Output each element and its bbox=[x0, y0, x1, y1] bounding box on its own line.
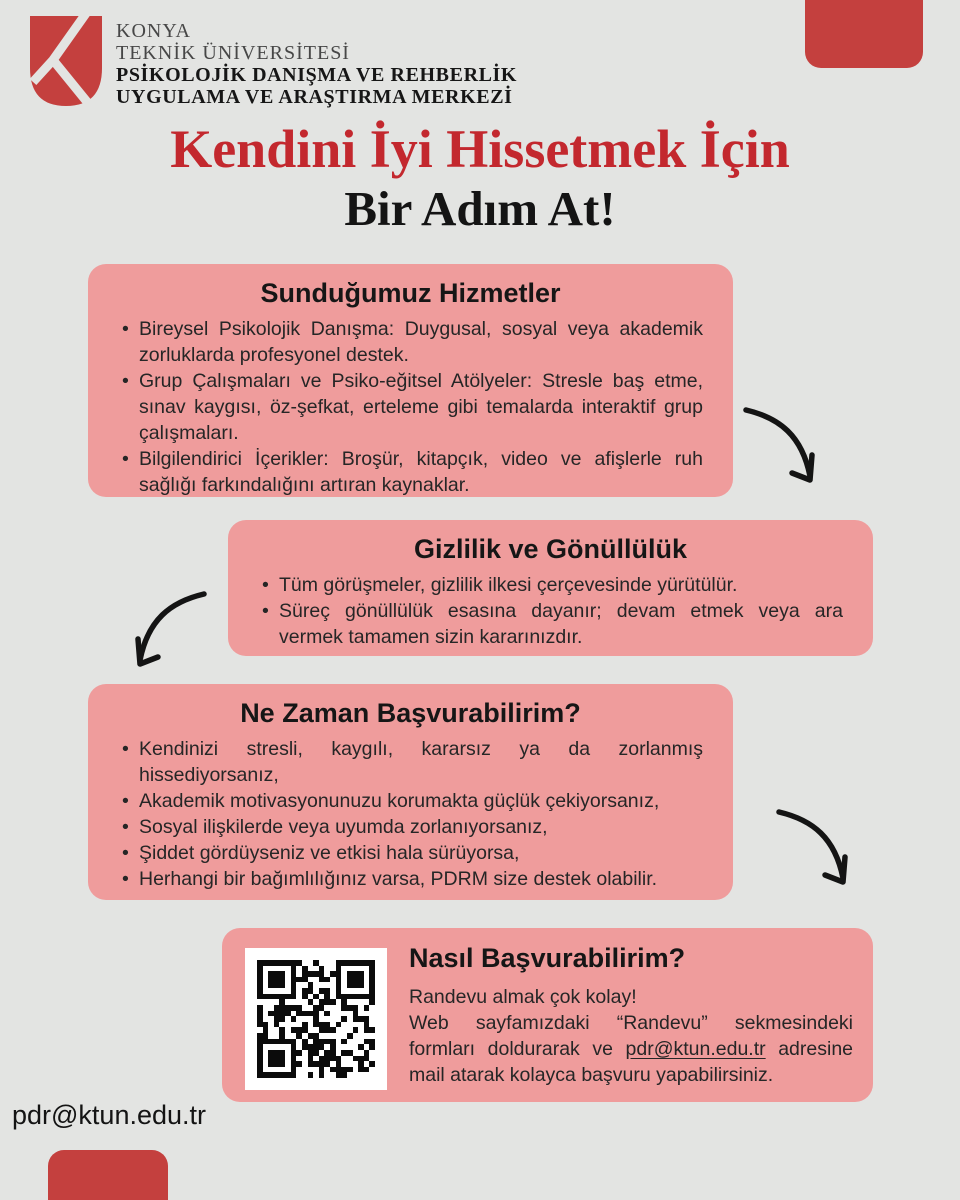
when-list bbox=[88, 736, 733, 892]
poster-title bbox=[0, 118, 960, 238]
section-title-services: Sunduğumuz Hizmetler bbox=[260, 278, 561, 308]
qr-module bbox=[369, 1072, 375, 1078]
curved-arrow-icon bbox=[116, 582, 208, 674]
bullet-item: • Herhangi bir bağımlılığınız varsa, PDRM size destek olabilir. bbox=[122, 866, 703, 892]
org-line2: TEKNİK ÜNİVERSİTESİ bbox=[116, 42, 350, 64]
how-to-apply-body bbox=[222, 928, 873, 1090]
section-title-when: Ne Zaman Başvurabilirim? bbox=[240, 698, 581, 728]
qr-code bbox=[245, 948, 387, 1090]
privacy-list bbox=[228, 572, 873, 650]
curved-arrow-icon bbox=[775, 800, 867, 892]
title-line1: Kendini İyi Hissetmek İçin bbox=[170, 119, 790, 179]
org-line4: UYGULAMA VE ARAŞTIRMA MERKEZİ bbox=[116, 86, 513, 108]
university-name bbox=[116, 16, 517, 108]
bullet-item: • Akademik motivasyonunuzu korumakta güçlük çekiyorsanız, bbox=[122, 788, 703, 814]
how-to-apply-text bbox=[409, 928, 853, 1090]
section-card-privacy bbox=[228, 520, 873, 656]
org-line3: PSİKOLOJİK DANIŞMA VE REHBERLİK bbox=[116, 64, 518, 86]
university-logo-block bbox=[30, 16, 517, 108]
curved-arrow-icon bbox=[742, 398, 834, 490]
section-title-how: Nasıl Başvurabilirim? bbox=[409, 943, 686, 973]
bullet-item: • Sosyal ilişkilerde veya uyumda zorlanıyorsanız, bbox=[122, 814, 703, 840]
ktun-shield-k-icon bbox=[30, 16, 102, 106]
bullet-item: • Tüm görüşmeler, gizlilik ilkesi çerçevesinde yürütülür. bbox=[262, 572, 843, 598]
bullet-item: • Süreç gönüllülük esasına dayanır; devam etmek veya ara vermek tamamen sizin kararınızdır. bbox=[262, 598, 843, 650]
footer-email: pdr@ktun.edu.tr bbox=[12, 1100, 207, 1130]
how-line2 bbox=[409, 1010, 853, 1088]
org-line1: KONYA bbox=[116, 20, 191, 42]
how-line2-before: Web sayfamızdaki “Randevu” sekmesindeki formları doldurarak ve bbox=[409, 1012, 853, 1060]
title-line2: Bir Adım At! bbox=[344, 181, 616, 236]
section-card-when-to-apply bbox=[88, 684, 733, 900]
bullet-item: • Kendinizi stresli, kaygılı, kararsız ya da zorlanmış hissediyorsanız, bbox=[122, 736, 703, 788]
qr-code-grid bbox=[257, 960, 375, 1078]
how-line1: Randevu almak çok kolay! bbox=[409, 986, 637, 1008]
bullet-item: • Grup Çalışmaları ve Psiko-eğitsel Atölyeler: Stresle baş etme, sınav kaygısı, öz-şefkat, erteleme gibi temalarda interaktif grup çalışmaları. bbox=[122, 368, 703, 446]
section-title-privacy: Gizlilik ve Gönüllülük bbox=[413, 534, 688, 564]
email-link[interactable]: pdr@ktun.edu.tr bbox=[625, 1038, 766, 1060]
section-card-how-to-apply bbox=[222, 928, 873, 1102]
section-card-services bbox=[88, 264, 733, 497]
services-list bbox=[88, 316, 733, 498]
bullet-item: • Şiddet gördüyseniz ve etkisi hala sürüyorsa, bbox=[122, 840, 703, 866]
decorative-red-block-bottom bbox=[48, 1150, 168, 1200]
how-line2-after: adresine mail atarak kolayca başvuru yapabilirsiniz. bbox=[409, 1038, 854, 1086]
decorative-red-block-top bbox=[805, 0, 923, 68]
bullet-item: • Bilgilendirici İçerikler: Broşür, kitapçık, video ve afişlerle ruh sağlığı farkındalığını artıran kaynaklar. bbox=[122, 446, 703, 498]
bullet-item: • Bireysel Psikolojik Danışma: Duygusal, sosyal veya akademik zorluklarda profesyonel destek. bbox=[122, 316, 703, 368]
